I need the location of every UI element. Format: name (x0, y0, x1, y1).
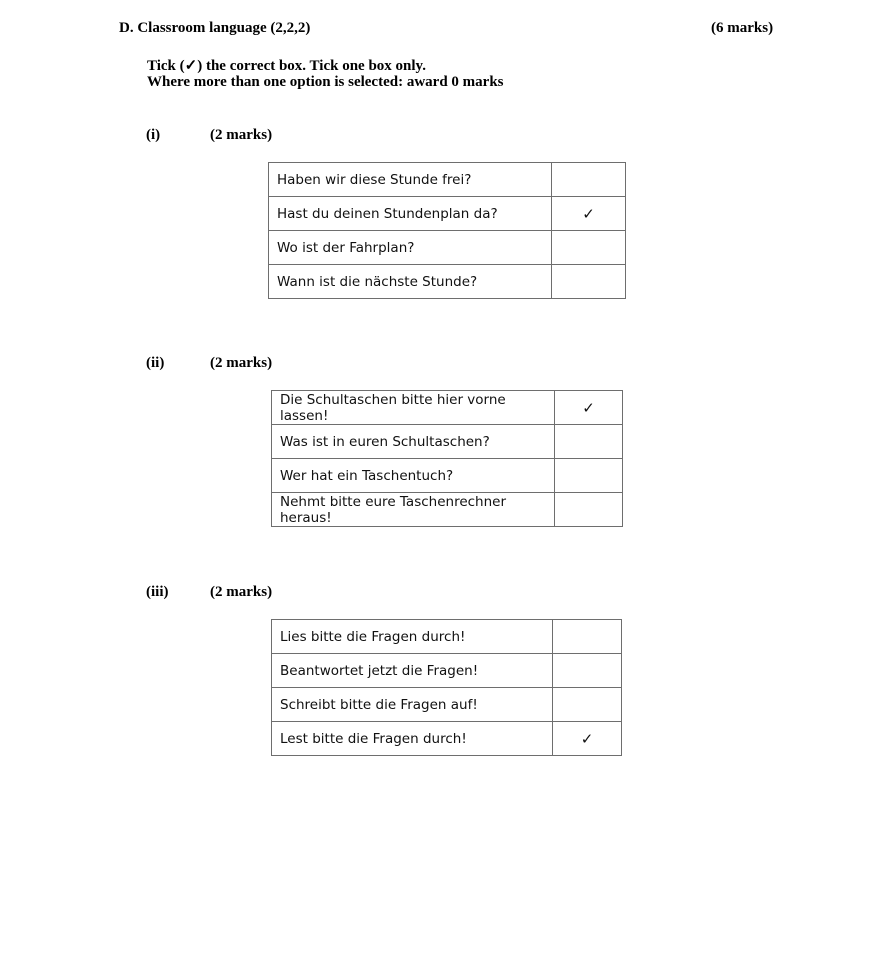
tick-box[interactable]: ✓ (553, 722, 622, 756)
option-text: Lest bitte die Fragen durch! (272, 722, 553, 756)
tick-box[interactable] (555, 493, 623, 527)
tick-box[interactable] (553, 688, 622, 722)
tick-box[interactable] (553, 620, 622, 654)
answer-table (271, 619, 622, 756)
option-text: Lies bitte die Fragen durch! (272, 620, 553, 654)
section-heading: D. Classroom language (2,2,2) (119, 20, 311, 36)
option-text: Beantwortet jetzt die Fragen! (272, 654, 553, 688)
table-row (272, 391, 623, 425)
option-text: Wo ist der Fahrplan? (269, 231, 552, 265)
tick-box[interactable] (555, 425, 623, 459)
option-text: Schreibt bitte die Fragen auf! (272, 688, 553, 722)
table-row (269, 197, 626, 231)
instruction-line: Where more than one option is selected: award 0 marks (147, 74, 504, 90)
tick-box[interactable] (552, 231, 626, 265)
table-row (272, 654, 622, 688)
option-text: Wer hat ein Taschentuch? (272, 459, 555, 493)
tick-box[interactable] (552, 265, 626, 299)
table-row (272, 722, 622, 756)
tick-box[interactable]: ✓ (555, 391, 623, 425)
option-text: Was ist in euren Schultaschen? (272, 425, 555, 459)
answer-table (271, 390, 623, 527)
tick-box[interactable] (555, 459, 623, 493)
instruction-line: Tick (✓) the correct box. Tick one box only. (147, 58, 426, 74)
table-row (269, 231, 626, 265)
table-row (272, 620, 622, 654)
question-marks: (2 marks) (210, 355, 273, 371)
table-row (269, 265, 626, 299)
option-text: Haben wir diese Stunde frei? (269, 163, 552, 197)
table-row (272, 425, 623, 459)
option-text: Hast du deinen Stundenplan da? (269, 197, 552, 231)
table-row (272, 459, 623, 493)
tick-box[interactable] (553, 654, 622, 688)
tick-box[interactable] (552, 163, 626, 197)
tick-box[interactable]: ✓ (552, 197, 626, 231)
section-total-marks: (6 marks) (711, 20, 774, 36)
table-row (272, 493, 623, 527)
question-label: (i) (146, 127, 161, 143)
question-marks: (2 marks) (210, 584, 273, 600)
question-label: (iii) (146, 584, 169, 600)
answer-table (268, 162, 626, 299)
table-row (269, 163, 626, 197)
question-marks: (2 marks) (210, 127, 273, 143)
option-text: Die Schultaschen bitte hier vorne lassen! (272, 391, 555, 425)
option-text: Nehmt bitte eure Taschenrechner heraus! (272, 493, 555, 527)
question-label: (ii) (146, 355, 165, 371)
table-row (272, 688, 622, 722)
option-text: Wann ist die nächste Stunde? (269, 265, 552, 299)
